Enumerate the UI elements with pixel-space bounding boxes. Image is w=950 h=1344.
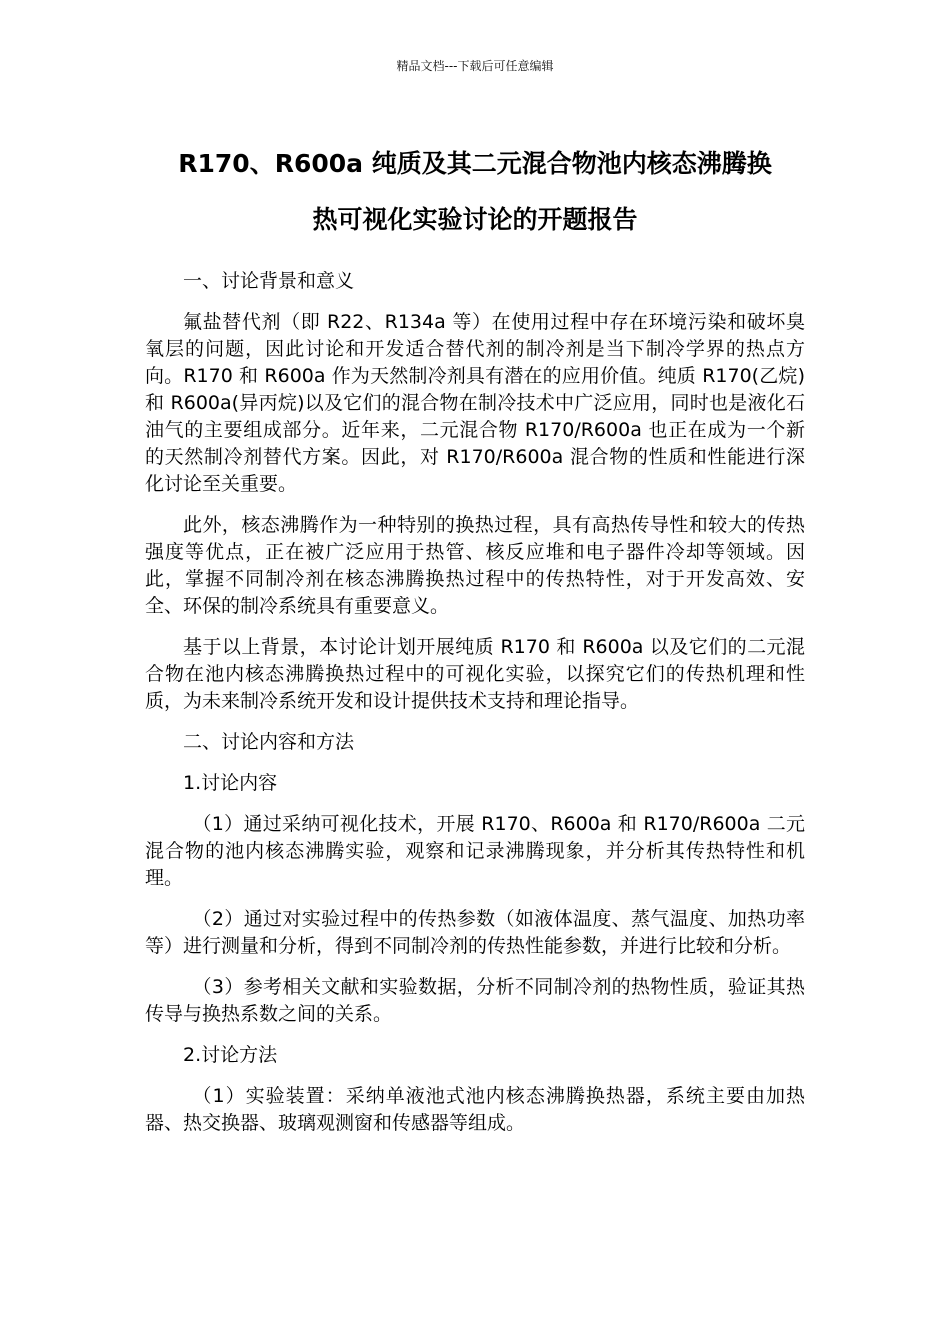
document-body (145, 268, 805, 1151)
content-item-2: （2）通过对实验过程中的传热参数（如液体温度、蒸气温度、加热功率等）进行测量和分析，得到不同制冷剂的传热性能参数，并进行比较和分析。 (145, 908, 805, 957)
header-note: 精品文档---下载后可任意编辑 (396, 59, 554, 73)
subheading-content: 1.讨论内容 (183, 772, 278, 794)
content-item-3: （3）参考相关文献和实验数据，分析不同制冷剂的热物性质，验证其热传导与换热系数之间的关系。 (145, 976, 805, 1025)
section-heading-background: 一、讨论背景和意义 (183, 270, 355, 292)
section-heading-content-method: 二、讨论内容和方法 (183, 731, 355, 753)
paragraph-background-2: 此外，核态沸腾作为一种特别的换热过程，具有高热传导性和较大的传热强度等优点，正在被广泛应用于热管、核反应堆和电子器件冷却等领域。因此，掌握不同制冷剂在核态沸腾换热过程中的传热特性，对于开发高效、安全、环保的制冷系统具有重要意义。 (145, 514, 805, 617)
content-item-1: （1）通过采纳可视化技术，开展 R170、R600a 和 R170/R600a 二元混合物的池内核态沸腾实验，观察和记录沸腾现象，并分析其传热特性和机理。 (145, 813, 805, 889)
paragraph-background-3: 基于以上背景，本讨论计划开展纯质 R170 和 R600a 以及它们的二元混合物在池内核态沸腾换热过程中的可视化实验，以探究它们的传热机理和性质，为未来制冷系统开发和设计提供技术支持和理论指导。 (145, 636, 805, 712)
method-item-1: （1）实验装置：采纳单液池式池内核态沸腾换热器，系统主要由加热器、热交换器、玻璃观测窗和传感器等组成。 (145, 1085, 805, 1134)
title-line-1: R170、R600a 纯质及其二元混合物池内核态沸腾换 (178, 149, 772, 178)
paragraph-background-1: 氟盐替代剂（即 R22、R134a 等）在使用过程中存在环境污染和破坏臭氧层的问题，因此讨论和开发适合替代剂的制冷剂是当下制冷学界的热点方向。R170 和 R600a 作为天然制冷剂具有潜在的应用价值。纯质 R170(乙烷)和 R600a(异丙烷)以及它们的混合物在制冷技术中广泛应用，同时也是液化石油气的主要组成部分。近年来，二元混合物 R170/R600a 也正在成为一个新的天然制冷剂替代方案。因此，对 R170/R600a 混合物的性质和性能进行深化讨论至关重要。 (145, 311, 805, 495)
title-line-2: 热可视化实验讨论的开题报告 (312, 205, 638, 234)
document-title (140, 136, 810, 248)
subheading-method: 2.讨论方法 (183, 1044, 278, 1066)
